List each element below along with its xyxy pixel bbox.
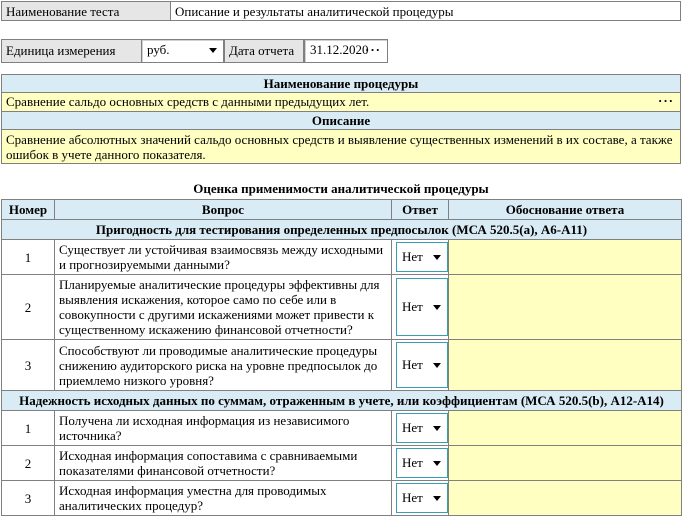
row-number: 2 xyxy=(2,275,55,340)
justification-field[interactable] xyxy=(449,481,682,516)
justification-field[interactable] xyxy=(449,275,682,340)
description-header: Описание xyxy=(1,111,681,130)
row-number: 1 xyxy=(2,240,55,275)
ellipsis-icon[interactable]: ··· xyxy=(657,93,674,108)
row-number: 1 xyxy=(2,411,55,446)
question-text: Способствуют ли проводимые аналитические процедуры снижению аудиторского риска на уровне предпосылок до приемлемо низкого уровня? xyxy=(55,340,392,391)
answer-select[interactable] xyxy=(396,413,448,443)
chevron-down-icon xyxy=(433,496,441,501)
report-date-value: 31.12.2020 xyxy=(310,42,369,57)
report-date-label: Дата отчета xyxy=(224,39,304,63)
unit-select[interactable] xyxy=(141,39,224,63)
column-header-answer: Ответ xyxy=(392,200,449,220)
answer-value: Нет xyxy=(402,357,423,372)
ellipsis-icon[interactable]: ··· xyxy=(364,42,381,57)
justification-field[interactable] xyxy=(449,240,682,275)
chevron-down-icon xyxy=(209,48,217,53)
table-row xyxy=(2,446,682,481)
assessment-title: Оценка применимости аналитической процедуры xyxy=(193,181,489,196)
answer-select[interactable] xyxy=(396,342,448,388)
test-name-value: Описание и результаты аналитической процедуры xyxy=(170,1,681,21)
column-header-justification: Обоснование ответа xyxy=(449,200,682,220)
description-value: Сравнение абсолютных значений сальдо основных средств и выявление существенных изменений в их составе, а также ошибок в учете данного показателя. xyxy=(6,132,673,162)
table-row xyxy=(2,411,682,446)
procedure-name-header: Наименование процедуры xyxy=(1,74,681,93)
unit-select-value: руб. xyxy=(147,42,170,57)
answer-value: Нет xyxy=(402,490,423,505)
answer-value: Нет xyxy=(402,455,423,470)
answer-value: Нет xyxy=(402,420,423,435)
answer-value: Нет xyxy=(402,249,423,264)
description-field[interactable] xyxy=(1,129,681,164)
column-header-number: Номер xyxy=(2,200,55,220)
chevron-down-icon xyxy=(433,305,441,310)
procedure-name-value: Сравнение сальдо основных средств с данными предыдущих лет. xyxy=(6,94,370,109)
question-text: Получена ли исходная информация из независимого источника? xyxy=(55,411,392,446)
table-row xyxy=(2,340,682,391)
justification-field[interactable] xyxy=(449,340,682,391)
table-row xyxy=(2,481,682,516)
justification-field[interactable] xyxy=(449,446,682,481)
unit-label: Единица измерения xyxy=(1,39,142,63)
question-text: Существует ли устойчивая взаимосвязь между исходными и прогнозируемыми данными? xyxy=(55,240,392,275)
row-number: 3 xyxy=(2,340,55,391)
answer-select[interactable] xyxy=(396,483,448,513)
table-row xyxy=(2,275,682,340)
justification-field[interactable] xyxy=(449,411,682,446)
answer-select[interactable] xyxy=(396,242,448,272)
chevron-down-icon xyxy=(433,426,441,431)
row-number: 3 xyxy=(2,481,55,516)
answer-select[interactable] xyxy=(396,278,448,336)
chevron-down-icon xyxy=(433,255,441,260)
procedure-name-field[interactable] xyxy=(1,92,681,112)
question-text: Исходная информация уместна для проводимых аналитических процедур? xyxy=(55,481,392,516)
section-header: Пригодность для тестирования определенных предпосылок (МСА 520.5(a), А6-А11) xyxy=(2,220,682,240)
question-text: Планируемые аналитические процедуры эффективны для выявления искажения, которое само по себе или в совокупности с другими искажениями может привести к существенному искажению финансовой отчетности? xyxy=(55,275,392,340)
answer-select[interactable] xyxy=(396,448,448,478)
report-date-field[interactable] xyxy=(304,39,388,63)
row-number: 2 xyxy=(2,446,55,481)
table-row xyxy=(2,240,682,275)
column-header-question: Вопрос xyxy=(55,200,392,220)
answer-value: Нет xyxy=(402,299,423,314)
assessment-table xyxy=(1,199,682,516)
section-header: Надежность исходных данных по суммам, отраженным в учете, или коэффициентам (МСА 520.5(b), А12-А14) xyxy=(2,391,682,411)
chevron-down-icon xyxy=(433,461,441,466)
test-name-label: Наименование теста xyxy=(1,1,171,21)
question-text: Исходная информация сопоставима с сравниваемыми показателями финансовой отчетности? xyxy=(55,446,392,481)
chevron-down-icon xyxy=(433,363,441,368)
